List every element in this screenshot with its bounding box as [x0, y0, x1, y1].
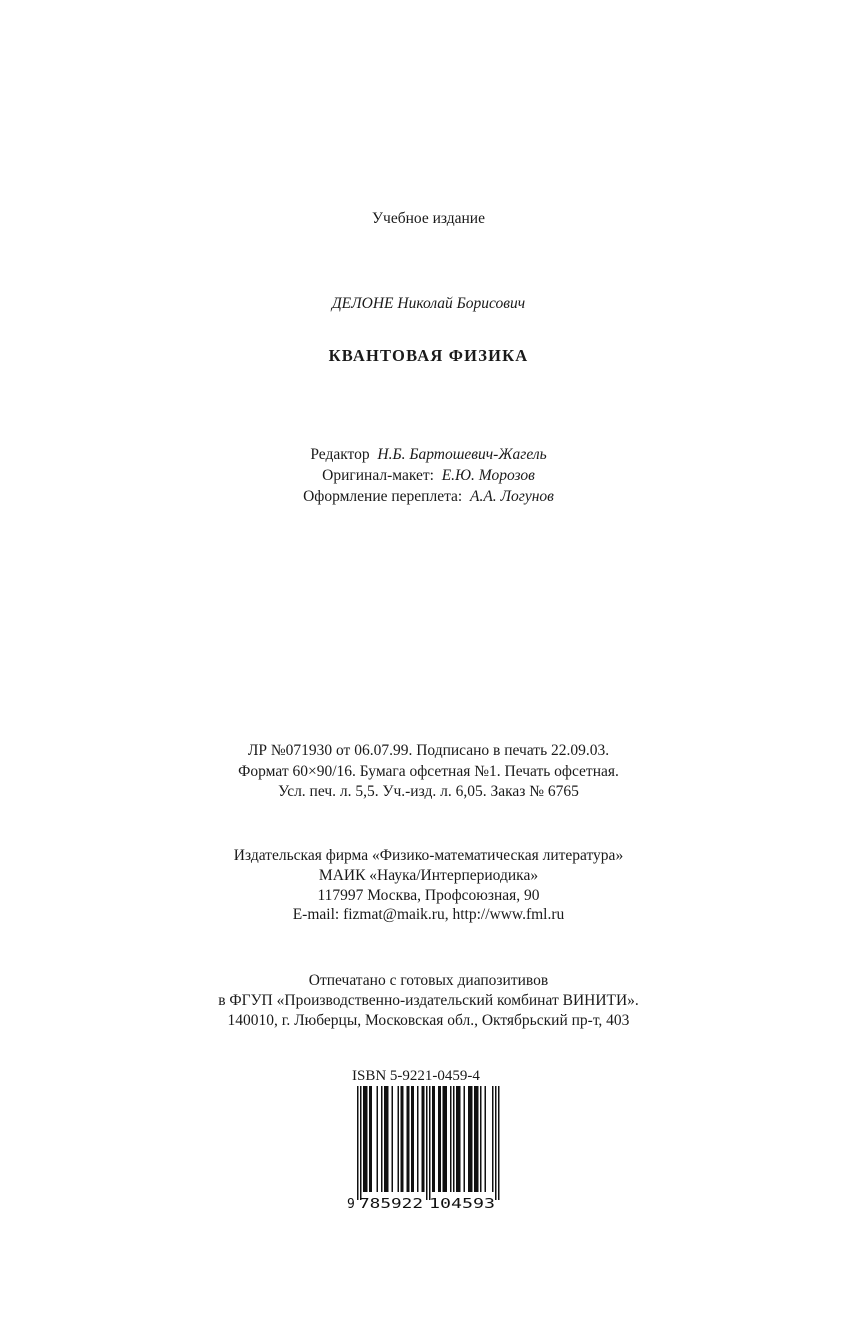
barcode-bar — [470, 1086, 472, 1192]
publisher-line: МАИК «Наука/Интерпериодика» — [318, 867, 539, 884]
barcode-bar — [384, 1086, 386, 1192]
barcode-bar — [392, 1086, 394, 1192]
publisher-line: Издательская фирма «Физико-математическая литература» — [233, 847, 624, 864]
barcode-digits-right: 104593 — [429, 1197, 495, 1212]
publisher-line: 117997 Москва, Профсоюзная, 90 — [317, 887, 540, 904]
book-title: КВАНТОВАЯ ФИЗИКА — [328, 346, 529, 365]
barcode-bar — [468, 1086, 470, 1192]
barcode-bar — [438, 1086, 440, 1192]
barcode-bar — [498, 1086, 500, 1200]
credit-role: Оформление переплета: — [303, 488, 463, 505]
barcode-bar — [366, 1086, 368, 1192]
barcode-bar — [398, 1086, 400, 1192]
barcode-bar — [377, 1086, 379, 1192]
print-info-line: ЛР №071930 от 06.07.99. Подписано в печать 22.09.03. — [247, 742, 610, 759]
barcode-bar — [408, 1086, 410, 1192]
barcode-bar — [450, 1086, 452, 1192]
barcode-bar — [443, 1086, 445, 1192]
barcode-bar — [371, 1086, 373, 1192]
barcode-bar — [476, 1086, 478, 1192]
barcode-bar — [369, 1086, 371, 1192]
barcode-bar — [453, 1086, 455, 1192]
barcode-bar — [386, 1086, 388, 1192]
printer-line: в ФГУП «Производственно-издательский комбинат ВИНИТИ». — [218, 992, 639, 1009]
credit-role: Редактор — [310, 446, 370, 463]
barcode-digit-lead: 9 — [347, 1197, 355, 1212]
barcode-bar — [464, 1086, 466, 1192]
barcode-bar — [480, 1086, 482, 1192]
printer-line: 140010, г. Люберцы, Московская обл., Октябрьский пр-т, 403 — [227, 1012, 630, 1029]
barcode-bar — [429, 1086, 431, 1200]
credit-cover — [0, 486, 857, 507]
barcode-bar — [440, 1086, 442, 1192]
publisher-contacts: E-mail: fizmat@maik.ru, http://www.fml.ru — [292, 906, 565, 923]
barcode-bar — [381, 1086, 383, 1192]
barcode-bar — [471, 1086, 473, 1192]
barcode-bar — [495, 1086, 497, 1200]
barcode-bar — [426, 1086, 428, 1200]
credit-person: А.А. Логунов — [469, 488, 554, 505]
barcode-bar — [401, 1086, 403, 1192]
credit-role: Оригинал-макет: — [322, 467, 434, 484]
barcode-bar — [365, 1086, 367, 1192]
barcode-bar — [387, 1086, 389, 1192]
barcode-bar — [413, 1086, 415, 1192]
barcode-bar — [477, 1086, 479, 1192]
barcode-bar — [434, 1086, 436, 1192]
barcode-bar — [446, 1086, 448, 1192]
barcode-bar — [458, 1086, 460, 1192]
edition-type: Учебное издание — [372, 210, 485, 227]
isbn-label: ISBN 5-9221-0459-4 — [352, 1068, 480, 1084]
credit-layout — [0, 465, 857, 486]
barcode-bar — [423, 1086, 425, 1192]
barcode-bar — [411, 1086, 413, 1192]
barcode-bar — [417, 1086, 419, 1192]
credit-editor — [0, 444, 857, 465]
print-info-line: Усл. печ. л. 5,5. Уч.-изд. л. 6,05. Заказ № 6765 — [278, 783, 579, 800]
credit-person: Е.Ю. Морозов — [441, 467, 535, 484]
barcode-bar — [407, 1086, 409, 1192]
barcode-bar — [363, 1086, 365, 1192]
author-name: ДЕЛОНЕ Николай Борисович — [331, 295, 526, 312]
barcode-bar — [485, 1086, 487, 1192]
credit-person: Н.Б. Бартошевич-Жагель — [377, 446, 547, 463]
barcode-bar — [444, 1086, 446, 1192]
barcode-bar — [422, 1086, 424, 1192]
barcode-bar — [474, 1086, 476, 1192]
barcode-bar — [432, 1086, 434, 1192]
printer-line: Отпечатано с готовых диапозитивов — [308, 972, 549, 989]
barcode-bar — [492, 1086, 494, 1192]
barcode-bar — [402, 1086, 404, 1192]
barcode-bar — [360, 1086, 362, 1200]
barcode-bar — [456, 1086, 458, 1192]
barcode-digits-left: 785922 — [359, 1197, 423, 1212]
barcode-bar — [357, 1086, 359, 1200]
print-info-line: Формат 60×90/16. Бумага офсетная №1. Печать офсетная. — [238, 763, 619, 780]
isbn-barcode — [345, 1086, 505, 1212]
barcode-bar — [459, 1086, 461, 1192]
